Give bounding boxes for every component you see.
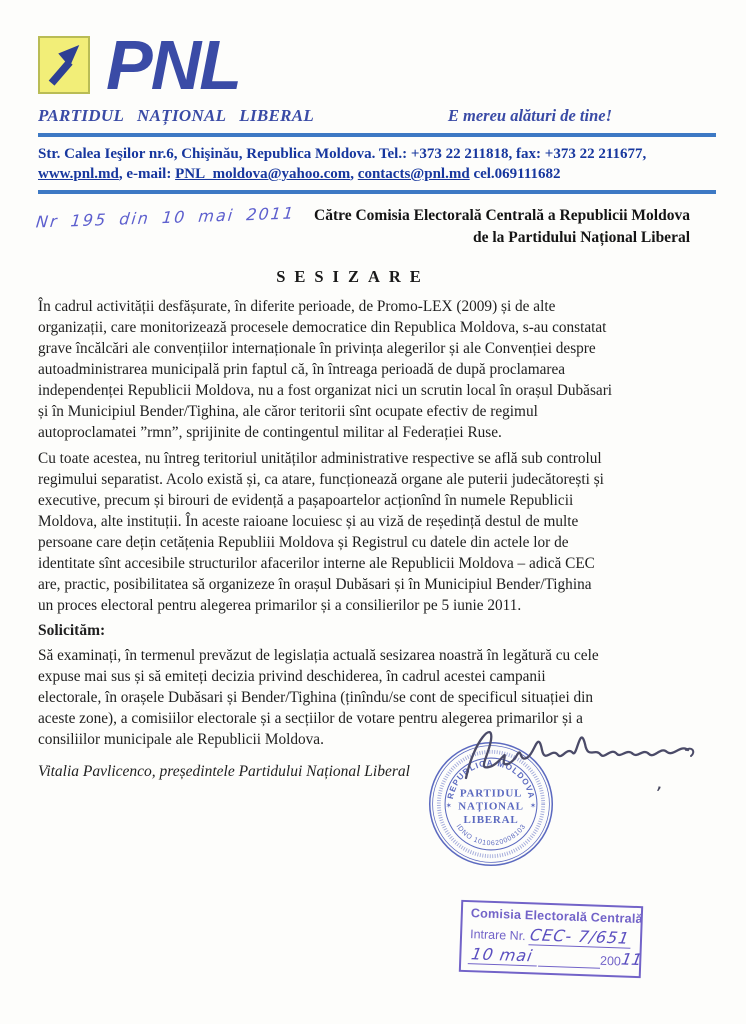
seal-ring-text-bottom: IDNO 1010620008103 [454,823,528,848]
cec-stamp-title: Comisia Electorală Centrală [470,906,643,927]
cec-entry-stamp [459,900,643,978]
seal-center-line3: LIBERAL [463,814,519,827]
request-paragraph: Să examinați, în termenul prevăzut de legislația actuală sesizarea noastră în legătură cu cele expuse mai sus și să emiteți decizia privind deschiderea, în cadrul acestei campanii electorale, în orașele Dubăsari și Bender/Tighina (ținîndu/se cont de specificul situației din aceste zone), a comisiilor electorale și a secțiilor de votare pentru alegerea primarilor și a consiliilor municipale ale Republicii Moldova. [38,647,599,748]
contact-block [38,144,716,184]
contact-sep1: , e-mail: [118,166,176,182]
cec-date-underline [538,966,599,969]
signature-line: Vitalia Pavlicenco, președintele Partidului Național Liberal [38,763,410,780]
cec-entry-label: Intrare Nr. [469,927,526,944]
contact-line2 [38,164,716,184]
svg-text:IDNO 1010620008103 [455,823,528,847]
seal-center-line1: PARTIDUL [459,787,523,800]
seal-ring-text-top: REPUBLICA MOLDOVA [445,758,537,800]
seal-star-left-icon: ✶ [445,800,453,810]
contact-sep2: , [350,166,358,182]
party-tagline: E mereu alături de tine! [447,106,612,125]
arrow-up-right-icon [43,41,85,89]
handwritten-signature [450,716,706,798]
paragraph-context: Cu toate acestea, nu întreg teritoriul unităților administrative respective se află sub controlul regimului separatist. Acolo există și, ca atare, funcționează organe ale puterii judecătorești și executive, precum și birouri de evidență a pașapoartelor acționînd în numele Republicii Moldova, alte instituții. În aceste raioane locuiesc și au viză de reședință destul de multe persoane care dețin cetățenia Republiii Moldova și Registrul cu datele din actele lor de identitate sînt accesibile structurilor afacerilor interne ale Republicii Moldova – adică CEC are, practic, posibilitatea să organizeze în orașul Dubăsari și în Municipiul Bender/Tighina un proces electoral pentru alegerea primarilor și a consilierilor pe 5 iunie 2011. [38,450,604,614]
contact-line1: Str. Calea Ieşilor nr.6, Chişinău, Republica Moldova. Tel.: +373 22 211818, fax: +373 22 211677, [38,146,647,162]
seal-center-line2: NAȚIONAL [458,800,524,813]
handwritten-ref-number: Nr 195 din 10 mai 2011 [35,203,297,232]
document-title: SESIZARE [276,267,430,286]
cec-entry-number-handwritten: CEC- 7/651 [528,925,634,948]
party-name: PARTIDUL NAȚIONAL LIBERAL [38,106,315,125]
contact-phone: cel.069111682 [469,166,561,182]
divider-bottom [38,190,716,194]
reference-row [35,203,716,252]
cec-year-printed: 200 [599,953,622,969]
letterhead [38,26,716,194]
divider-top [38,133,716,137]
seal-star-right-icon: ✶ [529,800,537,810]
website-link: www.pnl.md [38,166,119,182]
cec-year-handwritten: 11 [619,949,644,970]
addressee: Către Comisia Electorală Centrală a Republicii Moldova de la Partidului Național Liberal [314,207,690,246]
pnl-logo-text: PNL [106,26,240,104]
email-link-yahoo: PNL_moldova@yahoo.com [175,166,351,182]
email-link-pnl: contacts@pnl.md [357,166,470,182]
paragraph-intro: În cadrul activității desfășurate, în diferite perioade, de Promo-LEX (2009) și de alte organizații, care monitorizează procesele democratice din Republica Moldova, s-au constatat grave încălcări ale convențiilor internaționale în privința alegerilor și ale Convenției despre autoadministrarea municipală prin faptul că, în întreaga perioadă de după proclamarea independenței Republicii Moldova, nu a fost organizat nici un scrutin local în orașul Dubăsari și în Municipiul Bender/Tighina, ale căror teritorii sînt ocupate efectiv de regimul autoproclamatei ”rmn”, sprijinite de contingentul militar al Federației Ruse. [38,298,613,441]
pnl-logo [38,36,90,94]
cec-date-day-handwritten: 10 mai [468,944,541,966]
ink-mark: ’ [653,781,663,807]
request-heading: Solicităm: [38,622,106,639]
